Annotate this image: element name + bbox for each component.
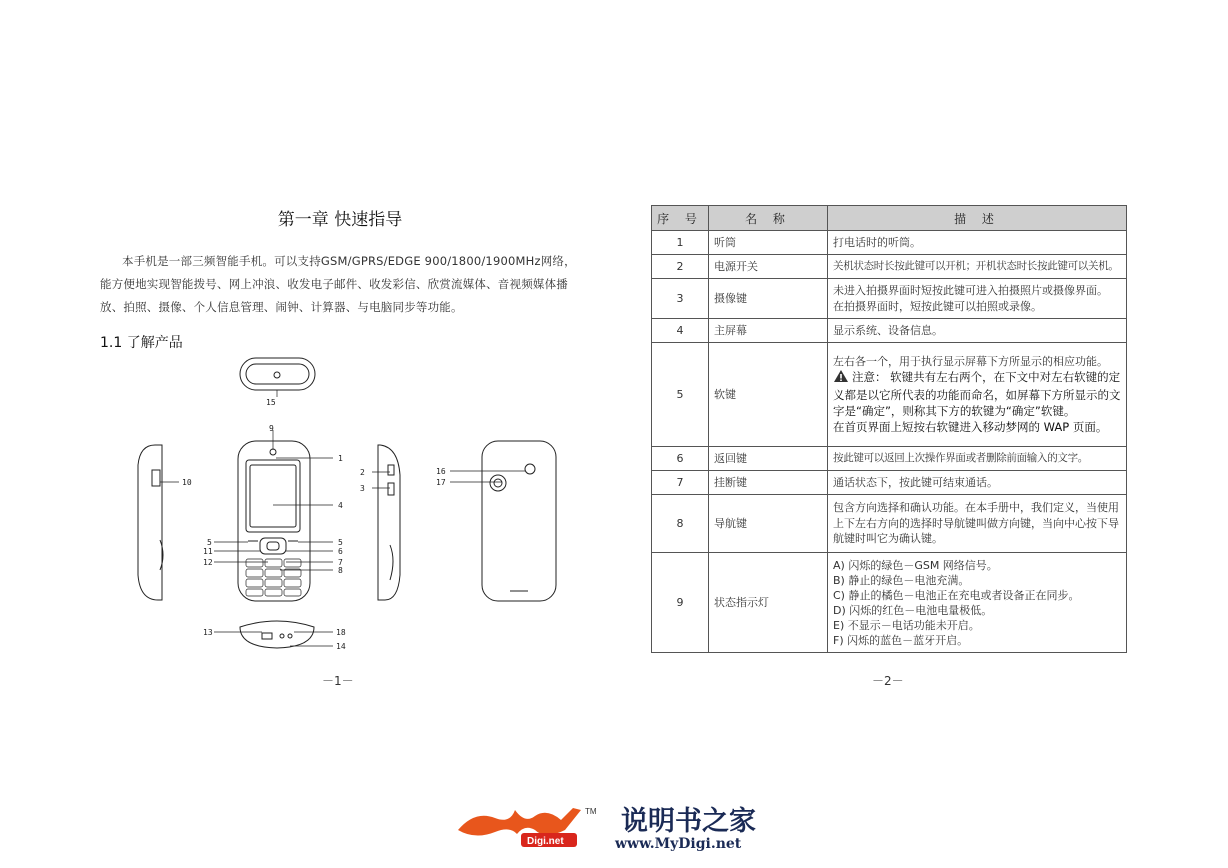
row-description <box>828 279 1127 319</box>
row-description: 显示系统、设备信息。 <box>828 319 1127 343</box>
description-line: 在拍摄界面时，短按此键可以拍照或录像。 <box>833 299 1042 313</box>
table-row <box>652 553 1127 653</box>
table-row <box>652 471 1127 495</box>
note-text: 注意： 软键共有左右两个，在下文中对左右软键的定义都是以它所代表的功能而命名，如屏幕下方所显示的文字是“确定”，则称其下方的软键为“确定”软键。 <box>833 370 1121 419</box>
row-name: 返回键 <box>709 447 828 471</box>
row-number: 8 <box>652 495 709 553</box>
row-description: 按此键可以返回上次操作界面或者删除前面输入的文字。 <box>828 447 1127 471</box>
description-line: E) 不显示－电话功能未开启。 <box>833 618 980 632</box>
header-number: 序 号 <box>652 206 709 231</box>
description-line: D) 闪烁的红色－电池电量极低。 <box>833 603 993 617</box>
row-name: 摄像键 <box>709 279 828 319</box>
callout-7: 7 <box>338 558 343 567</box>
row-name: 挂断键 <box>709 471 828 495</box>
row-number: 7 <box>652 471 709 495</box>
callout-12: 12 <box>203 558 213 567</box>
table-row <box>652 255 1127 279</box>
row-number: 1 <box>652 231 709 255</box>
row-number: 2 <box>652 255 709 279</box>
warning-icon <box>833 369 849 387</box>
table-row <box>652 343 1127 447</box>
callout-5-left: 5 <box>207 538 212 547</box>
callout-16: 16 <box>436 467 446 476</box>
callout-9: 9 <box>269 424 274 433</box>
page-number-left: －1－ <box>322 674 354 688</box>
table-row <box>652 279 1127 319</box>
chapter-title: 第一章 快速指导 <box>277 210 403 230</box>
row-number: 6 <box>652 447 709 471</box>
row-name: 状态指示灯 <box>709 553 828 653</box>
row-description: 关机状态时长按此键可以开机；开机状态时长按此键可以关机。 <box>828 255 1127 279</box>
table-header-row <box>652 206 1127 231</box>
logo-swoosh <box>458 808 581 836</box>
logo-trademark: TM <box>585 807 597 816</box>
callout-17: 17 <box>436 478 446 487</box>
note-block <box>833 369 1121 419</box>
phone-top-view <box>240 358 315 390</box>
site-name: 说明书之家 <box>621 806 756 837</box>
row-description: 打电话时的听筒。 <box>828 231 1127 255</box>
phone-diagram <box>100 355 590 665</box>
row-name: 电源开关 <box>709 255 828 279</box>
row-number: 5 <box>652 343 709 447</box>
callout-14: 14 <box>336 642 346 651</box>
table-row <box>652 447 1127 471</box>
callout-2: 2 <box>360 468 365 477</box>
note-text-2: 在首页界面上短按右软键进入移动梦网的 WAP 页面。 <box>833 420 1108 435</box>
description-line: 未进入拍摄界面时短按此键可进入拍摄照片或摄像界面。 <box>833 284 1108 297</box>
callout-6: 6 <box>338 547 343 556</box>
keys-table <box>651 205 1127 653</box>
phone-right-side <box>378 445 400 600</box>
header-name: 名 称 <box>709 206 828 231</box>
callout-3: 3 <box>360 484 365 493</box>
row-name: 主屏幕 <box>709 319 828 343</box>
table-row <box>652 319 1127 343</box>
callout-8: 8 <box>338 566 343 575</box>
callout-18: 18 <box>336 628 346 637</box>
row-description: 通话状态下，按此键可结束通话。 <box>828 471 1127 495</box>
header-description: 描 述 <box>828 206 1127 231</box>
callout-11: 11 <box>203 547 213 556</box>
phone-front-view <box>238 441 310 601</box>
row-number: 3 <box>652 279 709 319</box>
row-description <box>828 343 1127 447</box>
callout-4: 4 <box>338 501 343 510</box>
row-name: 软键 <box>709 343 828 447</box>
description-line: F) 闪烁的蓝色－蓝牙开启。 <box>833 633 969 647</box>
section-title: 1.1 了解产品 <box>100 335 183 351</box>
description-line: A) 闪烁的绿色－GSM 网络信号。 <box>833 558 998 572</box>
callout-5-right: 5 <box>338 538 343 547</box>
callout-10: 10 <box>182 478 192 487</box>
row-number: 9 <box>652 553 709 653</box>
row-description <box>828 553 1127 653</box>
table-row <box>652 495 1127 553</box>
row-number: 4 <box>652 319 709 343</box>
phone-bottom-view <box>240 621 314 648</box>
description-line: 左右各一个，用于执行显示屏幕下方所显示的相应功能。 <box>833 354 1108 368</box>
page-number-right: －2－ <box>872 674 904 688</box>
intro-paragraph: 本手机是一部三频智能手机。可以支持GSM/GPRS/EDGE 900/1800/1900MHz网络，能方便地实现智能拨号、网上冲浪、收发电子邮件、收发彩信、欣赏流媒体、音视频媒体播放、拍照、摄像、个人信息管理、闹钟、计算器、与电脑同步等功能。 <box>100 254 576 314</box>
mydigi-logo <box>455 800 775 860</box>
phone-left-side <box>138 445 163 600</box>
row-name: 导航键 <box>709 495 828 553</box>
callout-15: 15 <box>266 398 276 407</box>
description-line: C) 静止的橘色－电池正在充电或者设备正在同步。 <box>833 588 1080 602</box>
callout-13: 13 <box>203 628 213 637</box>
phone-back-view <box>482 441 556 601</box>
callout-1: 1 <box>338 454 343 463</box>
row-description: 包含方向选择和确认功能。在本手册中，我们定义，当使用上下左右方向的选择时导航键叫做方向键，当向中心按下导航键时叫它为确认键。 <box>828 495 1127 553</box>
table-row <box>652 231 1127 255</box>
description-line: B) 静止的绿色－电池充满。 <box>833 573 970 587</box>
site-url: www.MyDigi.net <box>615 836 742 852</box>
row-name: 听筒 <box>709 231 828 255</box>
logo-badge-text: Digi.net <box>527 836 564 847</box>
